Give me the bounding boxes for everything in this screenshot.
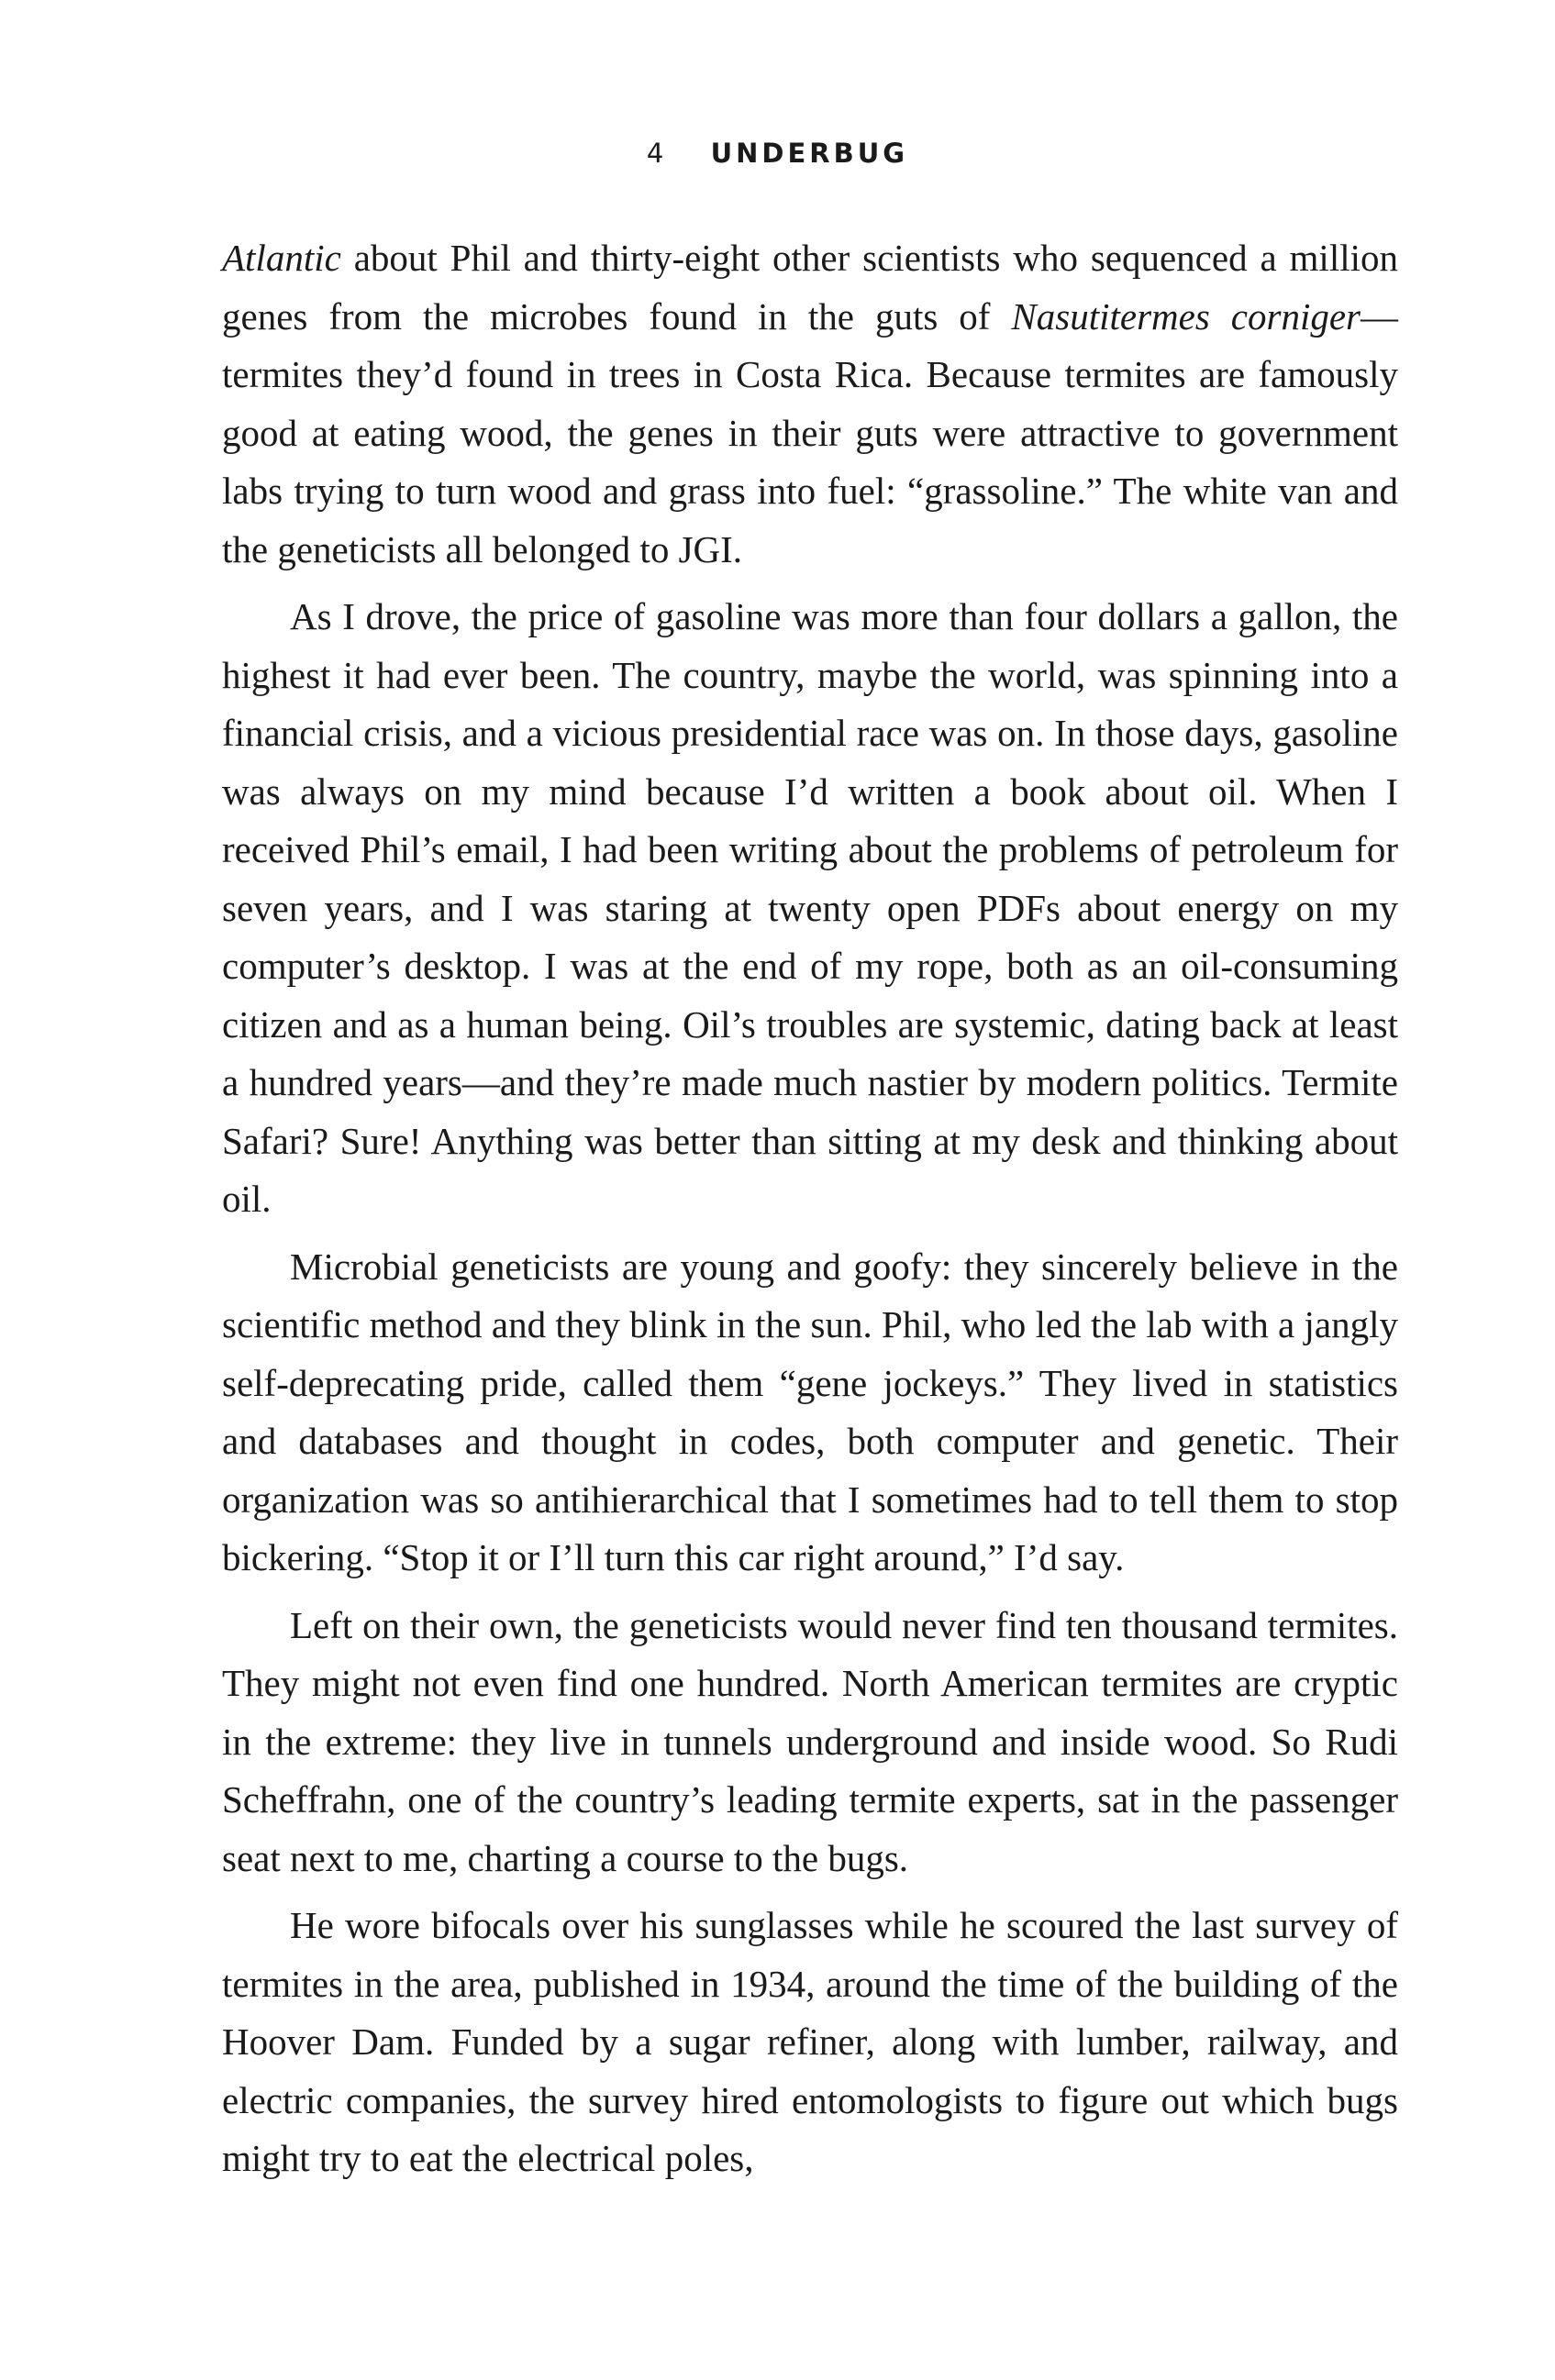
body-text <box>222 229 1398 2188</box>
book-title: UNDERBUG <box>710 138 909 169</box>
paragraph-3: Microbial geneticists are young and goofy: they sincerely believe in the scientific method and they blink in the sun. Phil, who led the lab with a jangly self-deprecating pride, called them “gene jockeys.” They lived in statistics and databases and thought in codes, both computer and genetic. Their organization was so antihierarchical that I sometimes had to tell them to stop bickering. “Stop it or I’ll turn this car right around,” I’d say. <box>222 1245 1398 1578</box>
italic-publication-title: Atlantic <box>222 237 341 279</box>
paragraph-1 <box>222 229 1398 579</box>
page-number: 4 <box>646 138 668 169</box>
running-head <box>0 138 1555 169</box>
paragraph-4: Left on their own, the geneticists would never find ten thousand termites. They might not even find one hundred. North American termites are cryptic in the extreme: they live in tunnels underground and inside wood. So Rudi Scheffrahn, one of the country’s leading termite experts, sat in the passenger seat next to me, charting a course to the bugs. <box>222 1603 1398 1879</box>
italic-species-name: Nasutitermes corniger <box>1011 294 1361 338</box>
paragraph-1-text-b: —termites they’d found in trees in Costa Rica. Because termites are famously good at eating wood, the genes in their guts were attractive to government labs trying to turn wood and grass into fuel: “grassoline.” The white van and the geneticists all belonged to JGI. <box>222 294 1398 570</box>
paragraph-2: As I drove, the price of gasoline was more than four dollars a gallon, the highest it had ever been. The country, maybe the world, was spinning into a financial crisis, and a vicious presidential race was on. In those days, gasoline was always on my mind because I’d written a book about oil. When I received Phil’s email, I had been writing about the problems of petroleum for seven years, and I was staring at twenty open PDFs about energy on my computer’s desktop. I was at the end of my rope, both as an oil-consuming citizen and as a human being. Oil’s troubles are systemic, dating back at least a hundred years—and they’re made much nastier by modern politics. Termite Safari? Sure! Anything was better than sitting at my desk and thinking about oil. <box>222 595 1398 1220</box>
paragraph-1-text-a: about Phil and thirty-eight other scientists who sequenced a million genes from the microbes found in the guts of <box>222 237 1398 338</box>
paragraph-5: He wore bifocals over his sunglasses while he scoured the last survey of termites in the area, published in 1934, around the time of the building of the Hoover Dam. Funded by a sugar refiner, along with lumber, railway, and electric companies, the survey hired entomologists to figure out which bugs might try to eat the electrical poles, <box>222 1904 1398 2179</box>
